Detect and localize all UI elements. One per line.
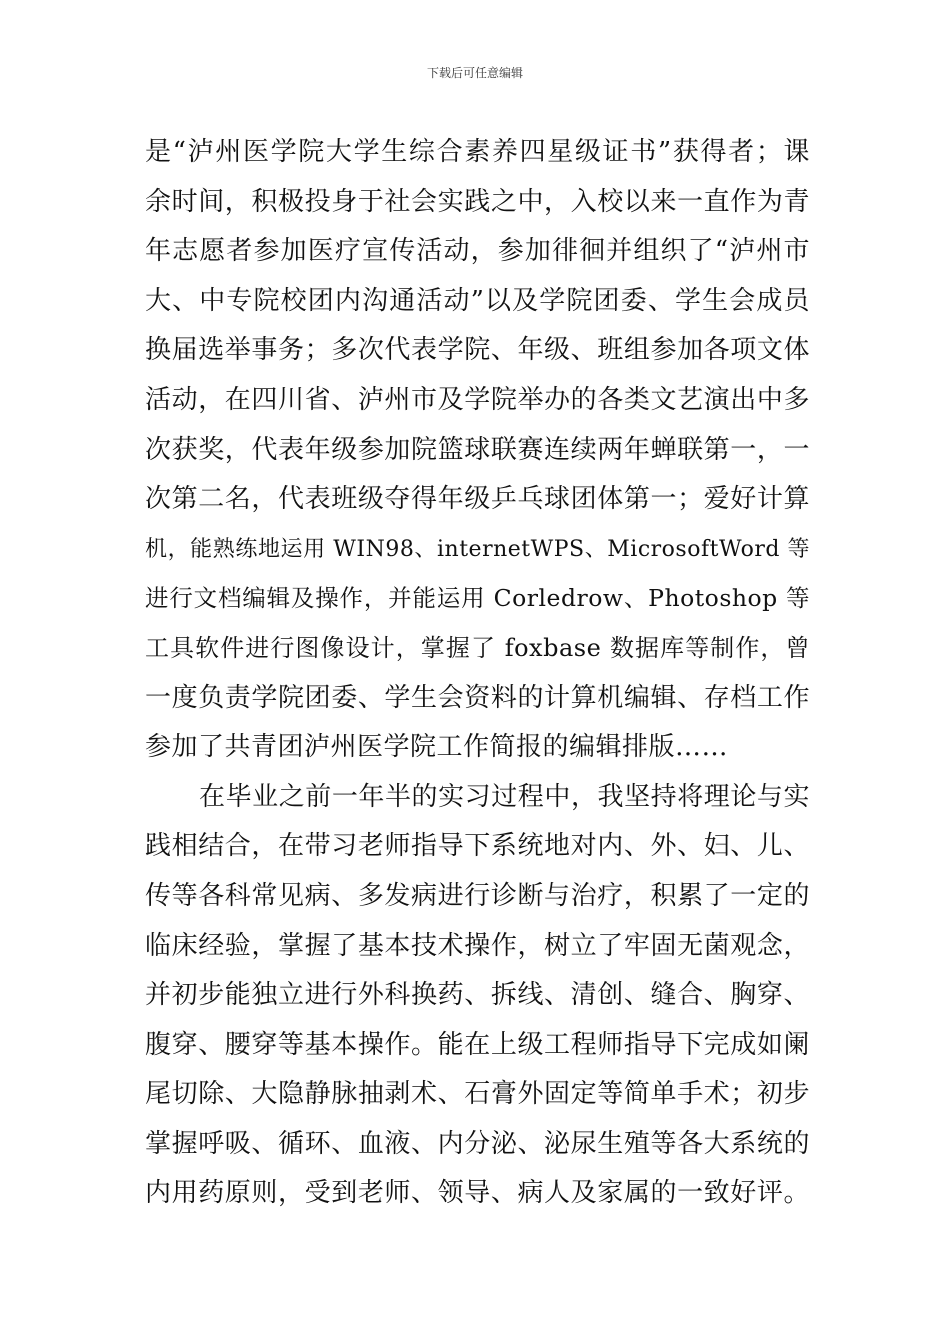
- text-line: 腹穿、腰穿等基本操作。能在上级工程师指导下完成如阑: [145, 1029, 810, 1060]
- text-line: 掌握呼吸、循环、血液、内分泌、泌尿生殖等各大系统的: [145, 1128, 810, 1159]
- text-line: 年志愿者参加医疗宣传活动，参加徘徊并组织了“泸州市: [145, 236, 810, 267]
- text-line: 换届选举事务；多次代表学院、年级、班组参加各项文体: [145, 335, 810, 366]
- text-line: 次第二名，代表班级夺得年级乒乓球团体第一；爱好计算: [145, 484, 810, 515]
- text-line: 次获奖，代表年级参加院篮球联赛连续两年蝉联第一，一: [145, 434, 810, 465]
- text-line: 参加了共青团泸州医学院工作简报的编辑排版……: [145, 732, 729, 763]
- text-line: 工具软件进行图像设计，掌握了 foxbase 数据库等制作，曾: [145, 633, 810, 662]
- text-line: 在毕业之前一年半的实习过程中，我坚持将理论与实: [199, 781, 810, 812]
- text-line: 传等各科常见病、多发病进行诊断与治疗，积累了一定的: [145, 880, 810, 911]
- text-line: 进行文档编辑及操作，并能运用 Corledrow、Photoshop 等: [145, 584, 810, 613]
- paragraph-activities: [145, 128, 810, 773]
- page-header-note: 下载后可任意编辑: [426, 66, 523, 80]
- text-line: 尾切除、大隐静脉抽剥术、石膏外固定等简单手术；初步: [145, 1079, 810, 1110]
- paragraph-internship: [145, 773, 810, 1219]
- text-line: 内用药原则，受到老师、领导、病人及家属的一致好评。: [145, 1178, 810, 1209]
- text-line: 活动，在四川省、泸州市及学院举办的各类文艺演出中多: [145, 384, 810, 415]
- text-line: 践相结合，在带习老师指导下系统地对内、外、妇、儿、: [145, 831, 810, 862]
- text-line: 并初步能独立进行外科换药、拆线、清创、缝合、胸穿、: [145, 980, 810, 1011]
- text-line: 机，能熟练地运用 WIN98、internetWPS、MicrosoftWord 等: [145, 536, 810, 562]
- text-line: 余时间，积极投身于社会实践之中，入校以来一直作为青: [145, 186, 810, 217]
- text-line: 是“泸州医学院大学生综合素养四星级证书”获得者；课: [145, 137, 810, 167]
- document-body: [145, 128, 810, 1219]
- text-line: 临床经验，掌握了基本技术操作，树立了牢固无菌观念，: [145, 930, 810, 961]
- text-line: 大、中专院校团内沟通活动”以及学院团委、学生会成员: [145, 285, 810, 316]
- text-line: 一度负责学院团委、学生会资料的计算机编辑、存档工作: [145, 682, 810, 713]
